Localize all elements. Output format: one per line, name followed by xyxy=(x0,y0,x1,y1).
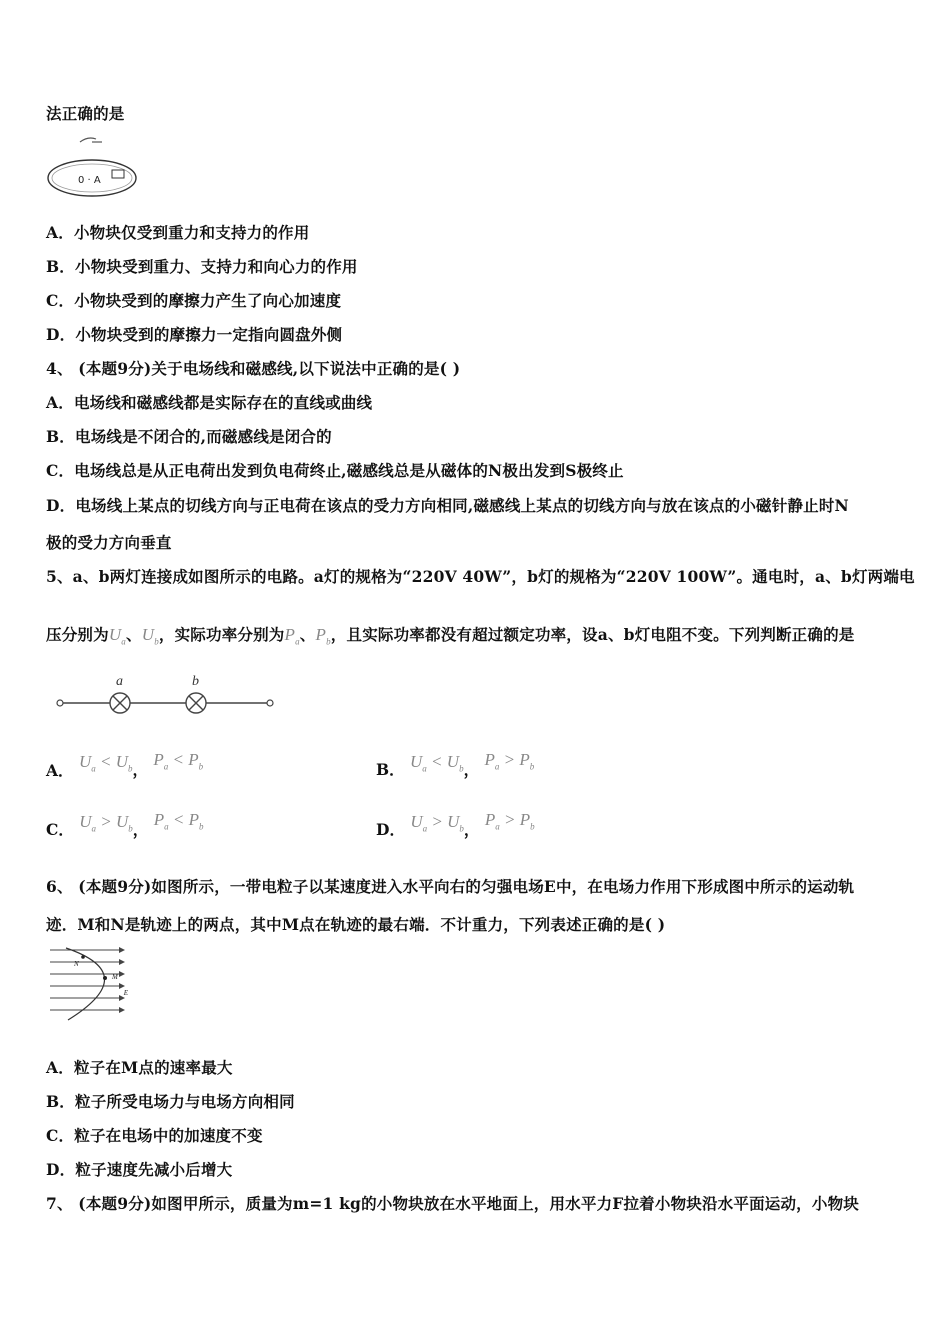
q4-option-d-cont: 极的受力方向垂直 xyxy=(46,533,172,552)
lamp-a-label: a xyxy=(116,674,123,689)
symbol-ub: $U_b$ xyxy=(141,625,159,647)
disk-center-label: 0 · A xyxy=(78,175,101,186)
q6-stem-line2: 迹．M和N是轨迹上的两点，其中M点在轨迹的最右端．不计重力，下列表述正确的是( ) xyxy=(46,915,666,934)
q6-electric-field-figure xyxy=(46,944,130,1022)
intro-tail: 法正确的是 xyxy=(46,104,125,123)
symbol-pb: $P_b$ xyxy=(315,625,331,647)
symbol-ua: $U_a$ xyxy=(108,625,126,647)
lamp-b xyxy=(186,693,206,713)
q5-option-a: A． $U_a < U_b$， $P_a < P_b$ xyxy=(46,750,204,781)
q3-option-d: D．小物块受到的摩擦力一定指向圆盘外侧 xyxy=(46,325,343,344)
q3-option-b: B．小物块受到重力、支持力和向心力的作用 xyxy=(46,257,358,276)
q6-option-a: A．粒子在M点的速率最大 xyxy=(46,1058,233,1077)
rotating-disk-figure xyxy=(44,128,140,200)
q6-stem-line1: 6、 (本题9分)如图所示，一带电粒子以某速度进入水平向右的匀强电场E中，在电场力作用下形成图中所示的运动轨 xyxy=(46,877,855,896)
q5-option-c: C． $U_a > U_b$， $P_a < P_b$ xyxy=(46,810,204,839)
q6-option-b: B．粒子所受电场力与电场方向相同 xyxy=(46,1092,295,1111)
symbol-pa: $P_a$ xyxy=(284,625,300,647)
q4-option-b: B．电场线是不闭合的,而磁感线是闭合的 xyxy=(46,427,332,446)
q4-option-c: C．电场线总是从正电荷出发到负电荷终止,磁感线总是从磁体的N极出发到S极终止 xyxy=(46,461,624,480)
q5-option-d: D． $U_a > U_b$， $P_a > P_b$ xyxy=(376,810,535,839)
lamp-b-label: b xyxy=(192,674,199,689)
q5-option-b: B． $U_a < U_b$， $P_a > P_b$ xyxy=(376,750,535,779)
q4-stem: 4、 (本题9分)关于电场线和磁感线,以下说法中正确的是( ) xyxy=(46,359,461,378)
q4-option-a: A．电场线和磁感线都是实际存在的直线或曲线 xyxy=(46,393,373,412)
point-m-label: M xyxy=(112,973,118,981)
q3-option-a: A．小物块仅受到重力和支持力的作用 xyxy=(46,223,310,242)
q5-stem-line2: 压分别为$U_a$、$U_b$，实际功率分别为$P_a$、$P_b$，且实际功率都没有超过额定功率，设a、b灯电阻不变。下列判断正确的是 xyxy=(46,625,855,647)
q4-option-d: D．电场线上某点的切线方向与正电荷在该点的受力方向相同,磁感线上某点的切线方向与放在该点的小磁针静止时N xyxy=(46,496,849,515)
lamp-a xyxy=(110,693,130,713)
point-n-label: N xyxy=(74,960,79,968)
field-e-label: E xyxy=(123,989,128,997)
q5-stem-line1: 5、a、b两灯连接成如图所示的电路。a灯的规格为“220V 40W”，b灯的规格为“220V 100W”。通电时，a、b灯两端电 xyxy=(46,567,915,586)
q7-stem-line1: 7、 (本题9分)如图甲所示，质量为m=1 kg的小物块放在水平地面上，用水平力F拉着小物块沿水平面运动，小物块 xyxy=(46,1194,859,1213)
q6-option-d: D．粒子速度先减小后增大 xyxy=(46,1160,233,1179)
q6-option-c: C．粒子在电场中的加速度不变 xyxy=(46,1126,263,1145)
q5-circuit-figure xyxy=(52,672,278,722)
q3-option-c: C．小物块受到的摩擦力产生了向心加速度 xyxy=(46,291,342,310)
